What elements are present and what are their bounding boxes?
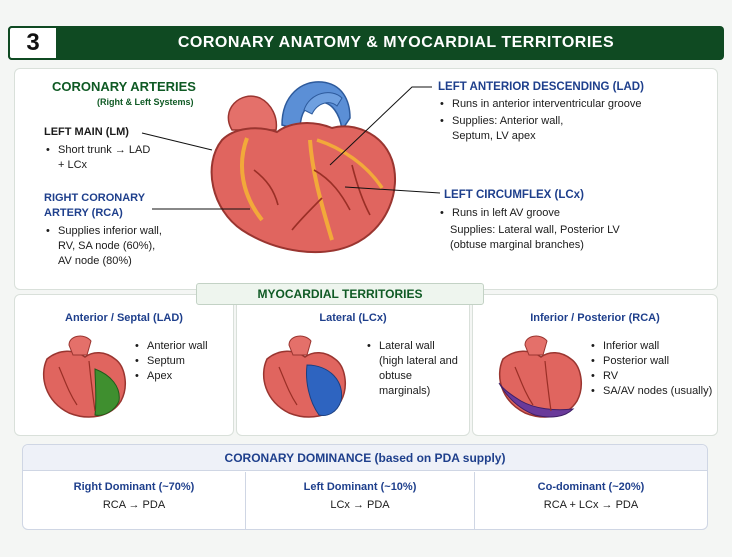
- dominance-label: Right Dominant (~70%): [73, 481, 195, 493]
- heart-lateral-icon: [249, 331, 349, 421]
- territory-item: • Inferior wall: [589, 339, 717, 354]
- territory-panel-anterior: [14, 294, 234, 436]
- territory-list-lateral: [365, 339, 459, 399]
- dominance-label: Left Dominant (~10%): [303, 481, 417, 493]
- territory-item: • SA/AV nodes (usually): [589, 384, 717, 399]
- territory-title-inferior: Inferior / Posterior (RCA): [530, 312, 660, 324]
- lad-title: LEFT ANTERIOR DESCENDING (LAD): [438, 81, 644, 93]
- dominance-value: RCA + LCx → PDA: [543, 499, 639, 511]
- coronary-arteries-subtitle: (Right & Left Systems): [97, 97, 194, 107]
- territory-item: • Apex: [133, 369, 233, 384]
- territories-title: MYOCARDIAL TERRITORIES: [196, 283, 484, 305]
- territory-item: • Lateral wall (high lateral and obtuse marginals): [365, 339, 459, 399]
- dominance-title: CORONARY DOMINANCE (based on PDA supply): [23, 445, 707, 471]
- territory-title-anterior: Anterior / Septal (LAD): [65, 312, 183, 324]
- lcx-bullet-course: • Runs in left AV groove: [438, 206, 658, 221]
- lm-title: LEFT MAIN (LM): [44, 126, 129, 138]
- dominance-card: [22, 444, 708, 530]
- dominance-label: Co-dominant (~20%): [537, 481, 645, 493]
- dominance-value: RCA → PDA: [102, 499, 166, 511]
- lcx-supply-note: Supplies: Lateral wall, Posterior LV (obtuse marginal branches): [450, 224, 620, 251]
- heart-anterior-icon: [29, 331, 129, 421]
- coronary-arteries-title: CORONARY ARTERIES: [52, 79, 196, 94]
- rca-title: RIGHT CORONARY ARTERY (RCA): [44, 192, 145, 219]
- territory-title-lateral: Lateral (LCx): [319, 312, 387, 324]
- territory-item: • RV: [589, 369, 717, 384]
- lad-bullet-course: • Runs in anterior interventricular groove: [438, 97, 648, 112]
- rca-bullet: • Supplies inferior wall, RV, SA node (60%), AV node (80%): [44, 224, 170, 269]
- dominance-right: [23, 472, 245, 530]
- page-title: CORONARY ANATOMY & MYOCARDIAL TERRITORIES: [177, 34, 615, 51]
- territory-item: • Anterior wall: [133, 339, 233, 354]
- dominance-left: [246, 472, 474, 530]
- dominance-value: LCx → PDA: [330, 499, 390, 511]
- territory-item: • Posterior wall: [589, 354, 717, 369]
- section-number: 3: [8, 26, 58, 60]
- dominance-co: [475, 472, 707, 530]
- territory-panel-inferior: [472, 294, 718, 436]
- lm-bullet: • Short trunk → LAD + LCx: [44, 143, 154, 173]
- territory-list-inferior: [589, 339, 717, 399]
- territory-panel-lateral: [236, 294, 470, 436]
- lad-bullet-supply: • Supplies: Anterior wall, Septum, LV apex: [438, 114, 588, 144]
- heart-inferior-icon: [485, 331, 585, 421]
- lcx-title: LEFT CIRCUMFLEX (LCx): [444, 189, 584, 201]
- territory-list-anterior: [133, 339, 233, 384]
- territory-item: • Septum: [133, 354, 233, 369]
